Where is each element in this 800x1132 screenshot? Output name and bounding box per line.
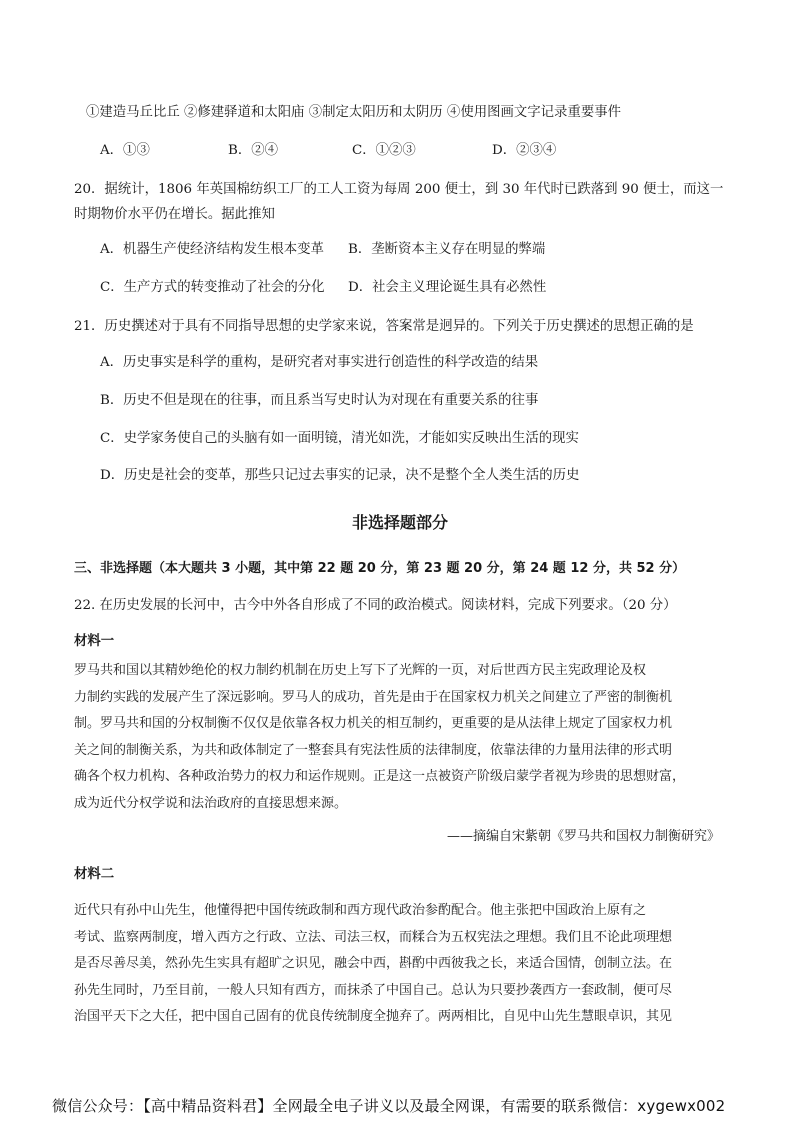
q20-options-row1	[100, 238, 700, 258]
q19-items: ①建造马丘比丘 ②修建驿道和太阳庙 ③制定太阳历和太阴历 ④使用图画文字记录重要事件	[86, 105, 622, 120]
material1-source: ——摘编自宋紫朝《罗马共和国权力制衡研究》	[446, 829, 720, 844]
q21-option-c: C．史学家务使自己的头脑有如一面明镜，清光如洗，才能如实反映出生活的现实	[100, 431, 579, 446]
q21-option-d: D．历史是社会的变革，那些只记过去事实的记录，决不是整个全人类生活的历史	[100, 468, 580, 483]
material1-label: 材料一	[74, 634, 115, 649]
material2-line: 近代只有孙中山先生，他懂得把中国传统政制和西方现代政治参酌配合。他主张把中国政治上原有之	[74, 903, 647, 918]
material1-line: 制。罗马共和国的分权制衡不仅仅是依靠各权力机关的相互制约，更重要的是从法律上规定了国家权力机	[74, 716, 673, 731]
q19-option-d: D．②③④	[492, 143, 557, 158]
section-subtitle: 三、非选择题（本大题共 3 小题，其中第 22 题 20 分，第 23 题 20 分，第 24 题 12 分，共 52 分）	[74, 561, 686, 576]
material2-body	[74, 898, 672, 1031]
q20-stem-line2: 时期物价水平仍在增长。据此推知	[74, 207, 275, 222]
q20-stem-line1: 20．据统计，1806 年英国棉纺织工厂的工人工资为每周 200 便士，到 30 年代时已跌落到 90 便士，而这一	[74, 182, 724, 197]
material1-line: 成为近代分权学说和法治政府的直接思想来源。	[74, 795, 348, 811]
material2-line: 孙先生同时，乃至目前，一般人只知有西方，而抹杀了中国自己。总认为只要抄袭西方一套政制，便可尽	[74, 982, 673, 998]
q21-option-b: B．历史不但是现在的往事，而且系当写史时认为对现在有重要关系的往事	[100, 393, 539, 408]
q22-stem: 22. 在历史发展的长河中，古今中外各自形成了不同的政治模式。阅读材料，完成下列要求。（20 分）	[74, 598, 677, 613]
material2-label: 材料二	[74, 867, 115, 882]
section-title: 非选择题部分	[351, 513, 448, 532]
q19-option-c: C．①②③	[352, 143, 416, 158]
q19-option-a: A．①③	[100, 143, 150, 158]
q20-option-c: C．生产方式的转变推动了社会的分化	[100, 280, 325, 295]
material1-line: 确各个权力机构、各种政治势力的权力和运作规则。正是这一点被资产阶级启蒙学者视为珍贵的思想财富，	[74, 769, 686, 784]
material2-line: 考试、监察两制度，增入西方之行政、立法、司法三权，而糅合为五权宪法之理想。我们且不论此项理想	[74, 929, 673, 945]
material1-line: 罗马共和国以其精妙绝伦的权力制约机制在历史上写下了光辉的一页，对后世西方民主宪政理论及权	[74, 663, 647, 678]
material2-line: 治国平天下之大任，把中国自己固有的优良传统制度全抛弃了。两两相比，自见中山先生慧眼卓识，其见	[74, 1009, 673, 1024]
q20-option-a: A．机器生产使经济结构发生根本变革	[100, 242, 324, 257]
q20-options-row2	[100, 276, 700, 296]
footer-notice: 微信公众号：【高中精品资料君】全网最全电子讲义以及最全网课，有需要的联系微信：xygewx002	[52, 1097, 726, 1115]
q21-stem: 21．历史撰述对于具有不同指导思想的史学家来说，答案常是迥异的。下列关于历史撰述的思想正确的是	[74, 319, 694, 334]
q19-options	[100, 139, 700, 159]
q20-option-d: D．社会主义理论诞生具有必然性	[348, 280, 547, 295]
material1-line: 力制约实践的发展产生了深远影响。罗马人的成功，首先是由于在国家权力机关之间建立了严密的制衡机	[74, 689, 673, 705]
q19-option-b: B．②④	[228, 143, 279, 158]
material1-line: 关之间的制衡关系，为共和政体制定了一整套具有宪法性质的法律制度，依靠法律的力量用法律的形式明	[74, 742, 673, 758]
q21-option-a: A．历史事实是科学的重构，是研究者对事实进行创造性的科学改造的结果	[100, 355, 539, 370]
material1-body	[74, 658, 685, 817]
material2-line: 是否尽善尽美，然孙先生实具有超旷之识见，融会中西，斟酌中西彼我之长，来适合国情，创制立法。在	[74, 956, 673, 971]
q20-option-b: B．垄断资本主义存在明显的弊端	[348, 242, 546, 257]
